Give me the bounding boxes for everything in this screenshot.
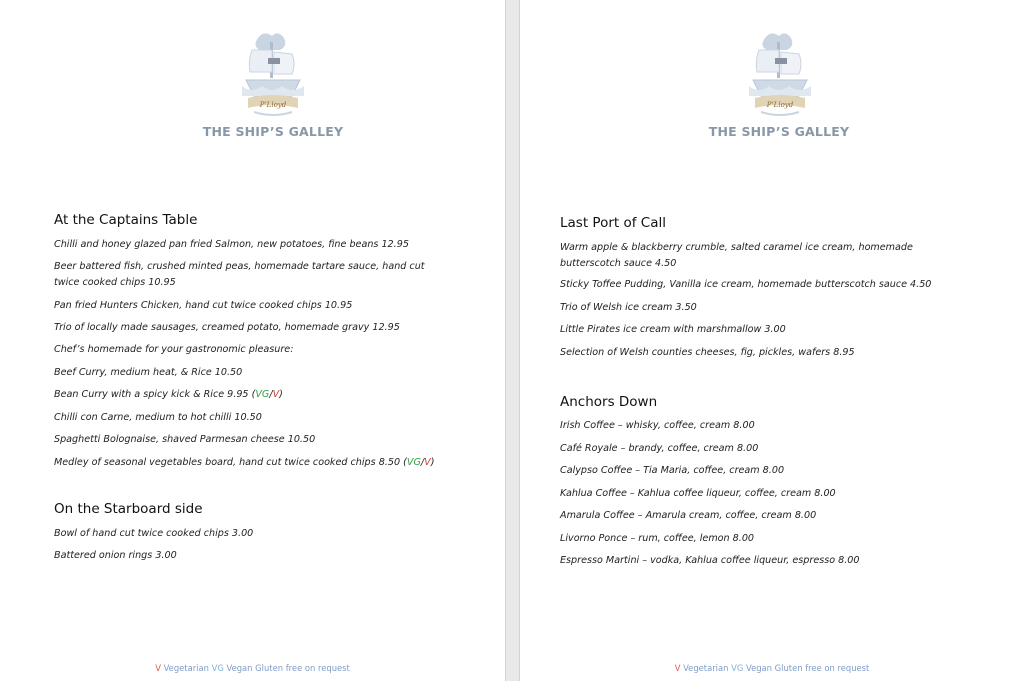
- menu-item: Irish Coffee – whisky, coffee, cream 8.00: [560, 420, 755, 431]
- legend-vg-label: Vegan: [746, 663, 772, 673]
- menu-item: Espresso Martini – vodka, Kahlua coffee liqueur, espresso 8.00: [560, 555, 860, 566]
- diet-vegetarian: V: [272, 389, 280, 400]
- diet-close: ): [430, 457, 435, 468]
- menu-item-vegan: [54, 387, 474, 403]
- menu-item: Livorno Ponce – rum, coffee, lemon 8.00: [560, 533, 755, 544]
- brand-title: THE SHIP’S GALLEY: [202, 124, 344, 139]
- section-title-starboard-side: On the Starboard side: [54, 501, 203, 517]
- menu-item: Chilli con Carne, medium to hot chilli 10.50: [54, 412, 262, 423]
- ship-logo-icon: [747, 28, 813, 122]
- menu-item-vegan: [54, 455, 484, 471]
- legend-gluten-free: Gluten free on request: [255, 663, 350, 673]
- menu-item: Bowl of hand cut twice cooked chips 3.00: [54, 528, 254, 539]
- menu-item: Spaghetti Bolognaise, shaved Parmesan cheese 10.50: [54, 434, 316, 445]
- diet-open: (: [251, 389, 256, 400]
- menu-item: Amarula Coffee – Amarula cream, coffee, cream 8.00: [560, 510, 817, 521]
- page-gutter: [505, 0, 520, 681]
- menu-item: Battered onion rings 3.00: [54, 550, 177, 561]
- diet-vegan: VG: [255, 389, 270, 400]
- logo-text: P’Lloyd: [259, 101, 287, 109]
- menu-item: Beer battered fish, crushed minted peas, homemade tartare sauce, hand cut twice cooked chips 10.95: [54, 261, 425, 288]
- logo-text: P’Lloyd: [766, 101, 794, 109]
- diet-tag: [252, 389, 283, 400]
- diet-close: ): [279, 389, 283, 400]
- diet-vegan: VG: [406, 457, 421, 468]
- diet-legend-footer: [520, 663, 1024, 673]
- menu-item: Beef Curry, medium heat, & Rice 10.50: [54, 367, 243, 378]
- menu-item: Trio of Welsh ice cream 3.50: [560, 302, 697, 313]
- legend-vg: VG: [211, 663, 224, 673]
- menu-item: Trio of locally made sausages, creamed potato, homemade gravy 12.95: [54, 322, 400, 333]
- legend-vg-label: Vegan: [226, 663, 253, 673]
- menu-item: Little Pirates ice cream with marshmallow 3.00: [560, 324, 786, 335]
- diet-vegetarian: V: [424, 457, 431, 468]
- section-title-captains-table: At the Captains Table: [54, 212, 198, 228]
- menu-item: Kahlua Coffee – Kahlua coffee liqueur, coffee, cream 8.00: [560, 488, 836, 499]
- menu-page-right: [520, 0, 1024, 681]
- section-title-last-port-of-call: Last Port of Call: [560, 215, 666, 231]
- menu-item: Chilli and honey glazed pan fried Salmon, new potatoes, fine beans 12.95: [54, 239, 409, 250]
- menu-item: Warm apple & blackberry crumble, salted caramel ice cream, homemade butterscotch sauce 4.50: [560, 242, 913, 269]
- legend-v: V: [674, 663, 681, 673]
- menu-item: Pan fried Hunters Chicken, hand cut twice cooked chips 10.95: [54, 300, 353, 311]
- menu-item: Selection of Welsh counties cheeses, fig, pickles, wafers 8.95: [560, 347, 855, 358]
- legend-v-label: Vegetarian: [683, 663, 729, 673]
- diet-open: (: [403, 457, 407, 468]
- diet-tag: [403, 457, 434, 468]
- legend-gluten-free: Gluten free on request: [774, 663, 870, 673]
- menu-page-left: [0, 0, 505, 681]
- section-title-anchors-down: Anchors Down: [560, 394, 658, 410]
- legend-v: V: [155, 663, 161, 673]
- menu-item: Sticky Toffee Pudding, Vanilla ice cream, homemade butterscotch sauce 4.50: [560, 279, 932, 290]
- diet-slash: /: [269, 389, 273, 400]
- menu-item: Calypso Coffee – Tia Maria, coffee, cream 8.00: [560, 465, 785, 476]
- legend-vg: VG: [731, 663, 744, 673]
- menu-item: Café Royale – brandy, coffee, cream 8.00: [560, 443, 759, 454]
- ship-logo-icon: [240, 28, 306, 122]
- diet-legend-footer: [0, 663, 505, 673]
- brand-title: THE SHIP’S GALLEY: [708, 124, 850, 139]
- menu-item-text: Medley of seasonal vegetables board, hand cut twice cooked chips 8.50: [54, 457, 401, 468]
- menu-item-text: Bean Curry with a spicy kick & Rice 9.95: [54, 389, 249, 400]
- menu-item-heading: Chef’s homemade for your gastronomic pleasure:: [54, 344, 294, 355]
- diet-slash: /: [420, 457, 425, 468]
- legend-v-label: Vegetarian: [163, 663, 209, 673]
